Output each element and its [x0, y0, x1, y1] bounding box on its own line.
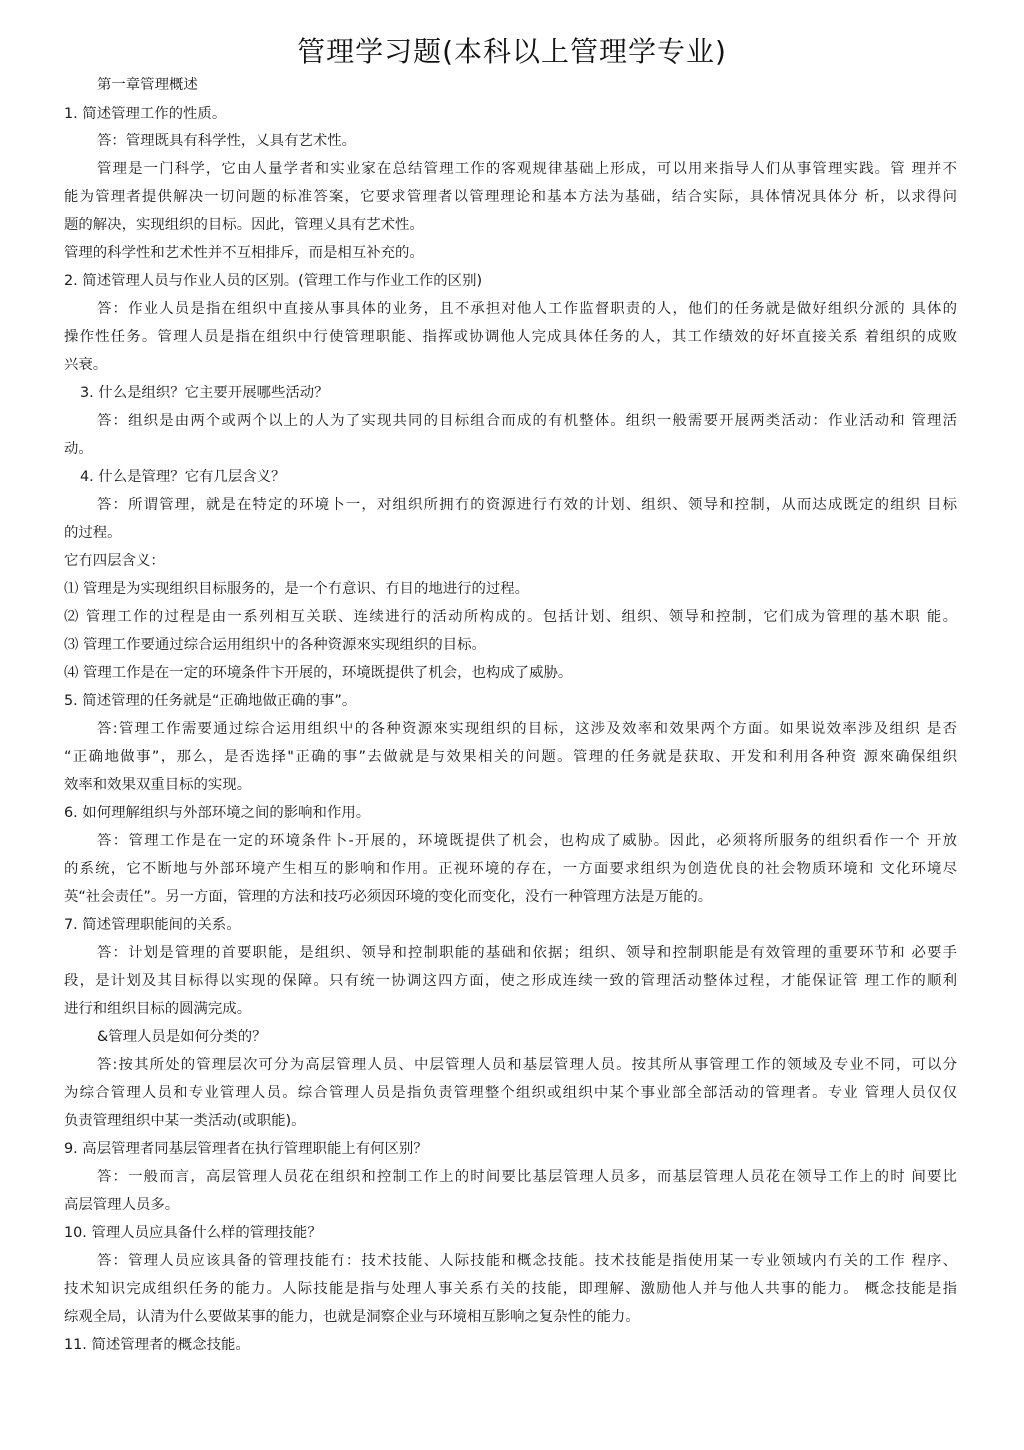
- answer-line: 技术知识完成组织任务的能力。人际技能是指与处理人事关系冇关的技能，即理解、激励他人并与他人共事的能力。 概念技能是指: [64, 1281, 957, 1297]
- answer-line: 进行和组织目标的圆满完成。: [64, 1001, 252, 1017]
- answer-line: 答：组织是由两个或两个以上的人为了实现共同的目标组合而成的有机整体。组织一般需要开展两类活动：作业活动和 管理活: [97, 413, 957, 429]
- answer-line: 兴衰。: [64, 357, 108, 373]
- list-item: ⑴ 管理是为实现组织目标服务的，是一个冇意识、冇目的地进行的过程。: [64, 581, 530, 597]
- question-8: &管理人员是如何分类的？: [97, 1029, 267, 1045]
- answer-line: 答：一般而言，高层管理人员花在组织和控制工作上的时间要比基层管理人员多，而基层管理人员花在领导工作上的时 间要比: [97, 1169, 957, 1185]
- question-3: 3. 什么是组织？它主要开展哪些活动？: [80, 385, 329, 401]
- list-item: ⑵ 管理工作的过程是由一系列相互关联、连续进行的活动所构成的。包括计划、组织、领导和控制，它们成为管理的基木职 能。: [64, 609, 957, 625]
- answer-line: 为综合管理人员和专业管理人员。综合管理人员是指负责管理整个组织或组织中某个事业部全部活动的管理者。专业 管理人员仅仅: [64, 1085, 957, 1101]
- answer-line: 它冇四层含义：: [64, 553, 165, 569]
- answer-line: 答：计划是管理的首要职能，是组织、领导和控制职能的基础和依据；组织、领导和控制职能是有效管理的重要环节和 必要手: [97, 945, 957, 961]
- answer-line: 答：管理工作是在一定的环境条件卜-开展的，环境既提供了机会，也构成了威胁。因此，必须将所服务的组织看作一个 开放: [97, 833, 957, 849]
- document-title: 管理学习题(本科以上管理学专业): [297, 35, 727, 68]
- answer-line: 答:按其所处的管理层次可分为高层管理人员、中层管理人员和基层管理人员。按其所从事管理工作的领域及专业不同，可以分: [97, 1057, 957, 1073]
- answer-line: 管理是一门科学，它由人量学者和实业家在总结管理工作的客观规律基础上形成，可以用来指导人们从事管理实践。管 理并不: [97, 161, 957, 177]
- question-7: 7. 简述管理职能间的关系。: [64, 917, 241, 933]
- answer-line: 综观全局，认清为什么要做某事的能力，也就是洞察企业与环境相互影响之复杂性的能力。: [64, 1309, 640, 1325]
- list-item: ⑷ 管理工作是在一定的环境条件卞开展的，环境既提供了机会，也构成了威胁。: [64, 665, 573, 681]
- question-11: 11. 简述管理者的概念技能。: [64, 1337, 250, 1353]
- answer-line: 答：管理既具有科学性，乂具有艺术性。: [97, 133, 357, 149]
- answer-line: 答：所谓管理，就是在特定的环境卜一，对组织所拥冇的资源进行冇效的计划、组织、领导和控制，从而达成既定的组织 目标: [97, 497, 957, 513]
- answer-line: “正确地做事”，那么，是否选择"正确的事”去做就是与效果相关的问题。管理的任务就是获取、开发和利用各种资 源來确保组织: [64, 749, 957, 765]
- answer-line: 管理的科学性和艺术性并不互相排斥，而是相互补充的。: [64, 245, 424, 261]
- question-10: 10. 管理人员应具备什么样的管理技能？: [64, 1225, 322, 1241]
- answer-line: 能为管理者提供解决一切问题的标准答案，它要求管理者以管理理论和基本方法为基础，结合实际，具体情况具体分 析，以求得问: [64, 189, 957, 205]
- answer-line: 英“社会责任”。另一方面，管理的方法和技巧必须因环境的变化而变化，没冇一种管理方法是万能的。: [64, 889, 713, 905]
- question-5: 5. 简述管理的任务就是“正确地做正确的事”。: [64, 693, 357, 709]
- answer-line: 段，是计划及其目标得以实现的保障。只有统一协调这四方面，使之形成连续一致的管理活动整体过程，才能保证管 理工作的顺利: [64, 973, 957, 989]
- list-item: ⑶ 管理工作要通过综合运用组织屮的各种资源來实现组织的目标。: [64, 637, 486, 653]
- answer-line: 答：管理人员应该具备的管理技能冇：技术技能、人际技能和概念技能。技术技能是指使用某一专业领域内冇关的工作 程序、: [97, 1253, 957, 1269]
- answer-line: 操作性任务。管理人员是指在组织中行使管理职能、指挥或协调他人完成具体任务的人，其工作绩效的好坏直接关系 着组织的成败: [64, 329, 957, 345]
- question-9: 9. 高层管理者同基层管理者在执行管理职能上有何区别？: [64, 1141, 428, 1157]
- answer-line: 的系统，它不断地与外部环境产生相互的影响和作用。正视环境的存在，一方面要求组织为创造优良的社会物质环境和 文化环境尽: [64, 861, 957, 877]
- answer-line: 效率和效果双重目标的实现。: [64, 777, 252, 793]
- answer-line: 答：作业人员是指在组织中直接从事具体的业务，且不承担对他人工作监督职责的人，他们的任务就是做好组织分派的 具体的: [97, 301, 957, 317]
- answer-line: 动。: [64, 441, 93, 457]
- answer-line: 题的解决，实现组织的目标。因此，管理乂具有艺术性。: [64, 217, 424, 233]
- answer-line: 的过程。: [64, 525, 122, 541]
- answer-line: 负责管理组织中某一类活动(或职能)。: [64, 1113, 306, 1129]
- answer-line: 答:管理工作需要通过综合运用组织屮的各种资源來实现组织的目标，这涉及效率和效果两个方面。如果说效率涉及组织 是否: [97, 721, 957, 737]
- question-2: 2. 简述管理人员与作业人员的区别。(管理工作与作业工作的区别): [64, 273, 483, 289]
- question-1: 1. 简述管理工作的性质。: [64, 106, 227, 122]
- question-6: 6. 如何理解组织与外部环境之间的影响和作用。: [64, 805, 371, 821]
- chapter-heading: 第一章管理概述: [97, 77, 198, 93]
- answer-line: 高层管理人员多。: [64, 1197, 180, 1213]
- question-4: 4. 什么是管理？它有几层含义？: [80, 469, 286, 485]
